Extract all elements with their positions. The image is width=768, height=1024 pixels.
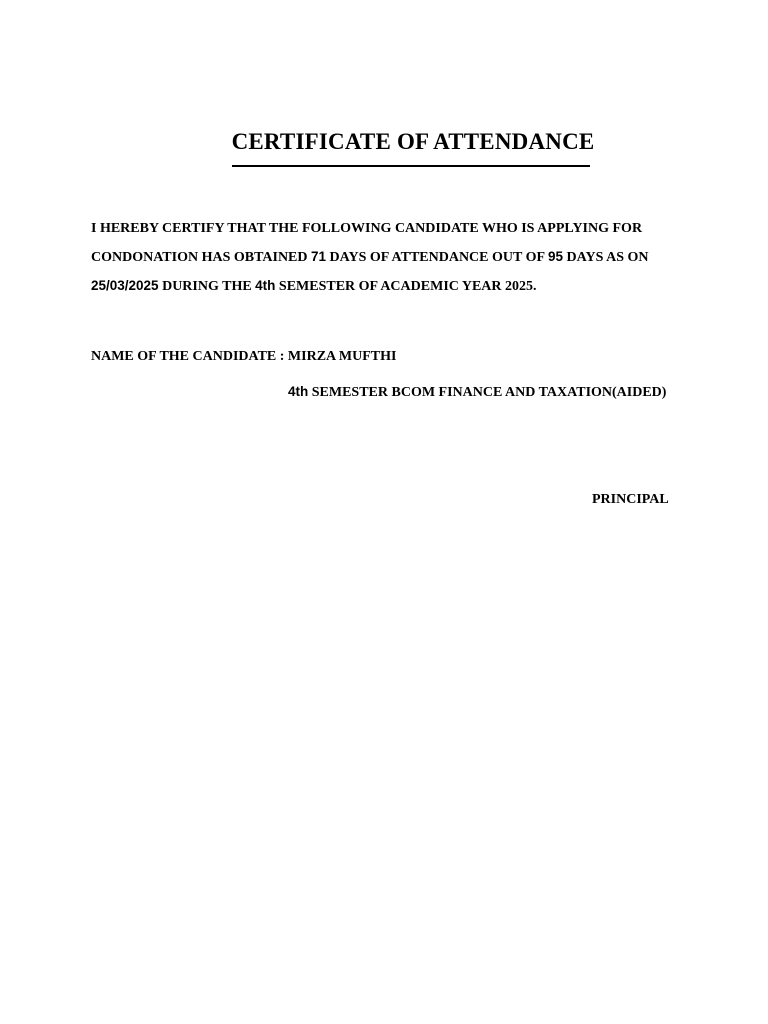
statement-line-2 xyxy=(91,243,711,272)
candidate-name: NAME OF THE CANDIDATE : MIRZA MUFTHI xyxy=(91,349,397,364)
certificate-title: CERTIFICATE OF ATTENDANCE xyxy=(231,129,595,154)
principal-signatory: PRINCIPAL xyxy=(592,492,669,507)
statement-line-3-middle: DURING THE xyxy=(158,279,256,294)
certification-statement xyxy=(91,215,711,301)
course-semester-number: 4th xyxy=(288,384,309,399)
course-description: SEMESTER BCOM FINANCE AND TAXATION(AIDED) xyxy=(308,385,667,400)
statement-line-2-prefix: CONDONATION HAS OBTAINED xyxy=(91,250,312,265)
days-total: 95 xyxy=(548,249,564,264)
statement-line-3 xyxy=(91,272,711,301)
statement-line-1 xyxy=(91,215,711,243)
statement-line-1-text: I HEREBY CERTIFY THAT THE FOLLOWING CANDIDATE WHO IS APPLYING FOR xyxy=(91,221,643,236)
days-attended: 71 xyxy=(311,249,327,264)
statement-line-3-suffix: SEMESTER OF ACADEMIC YEAR 2025. xyxy=(275,279,537,294)
statement-line-2-middle: DAYS OF ATTENDANCE OUT OF xyxy=(326,250,549,265)
candidate-course xyxy=(288,384,666,401)
title-underline xyxy=(232,165,590,167)
statement-line-2-suffix: DAYS AS ON xyxy=(563,250,649,265)
semester-number: 4th xyxy=(255,278,276,293)
as-on-date: 25/03/2025 xyxy=(91,278,159,293)
